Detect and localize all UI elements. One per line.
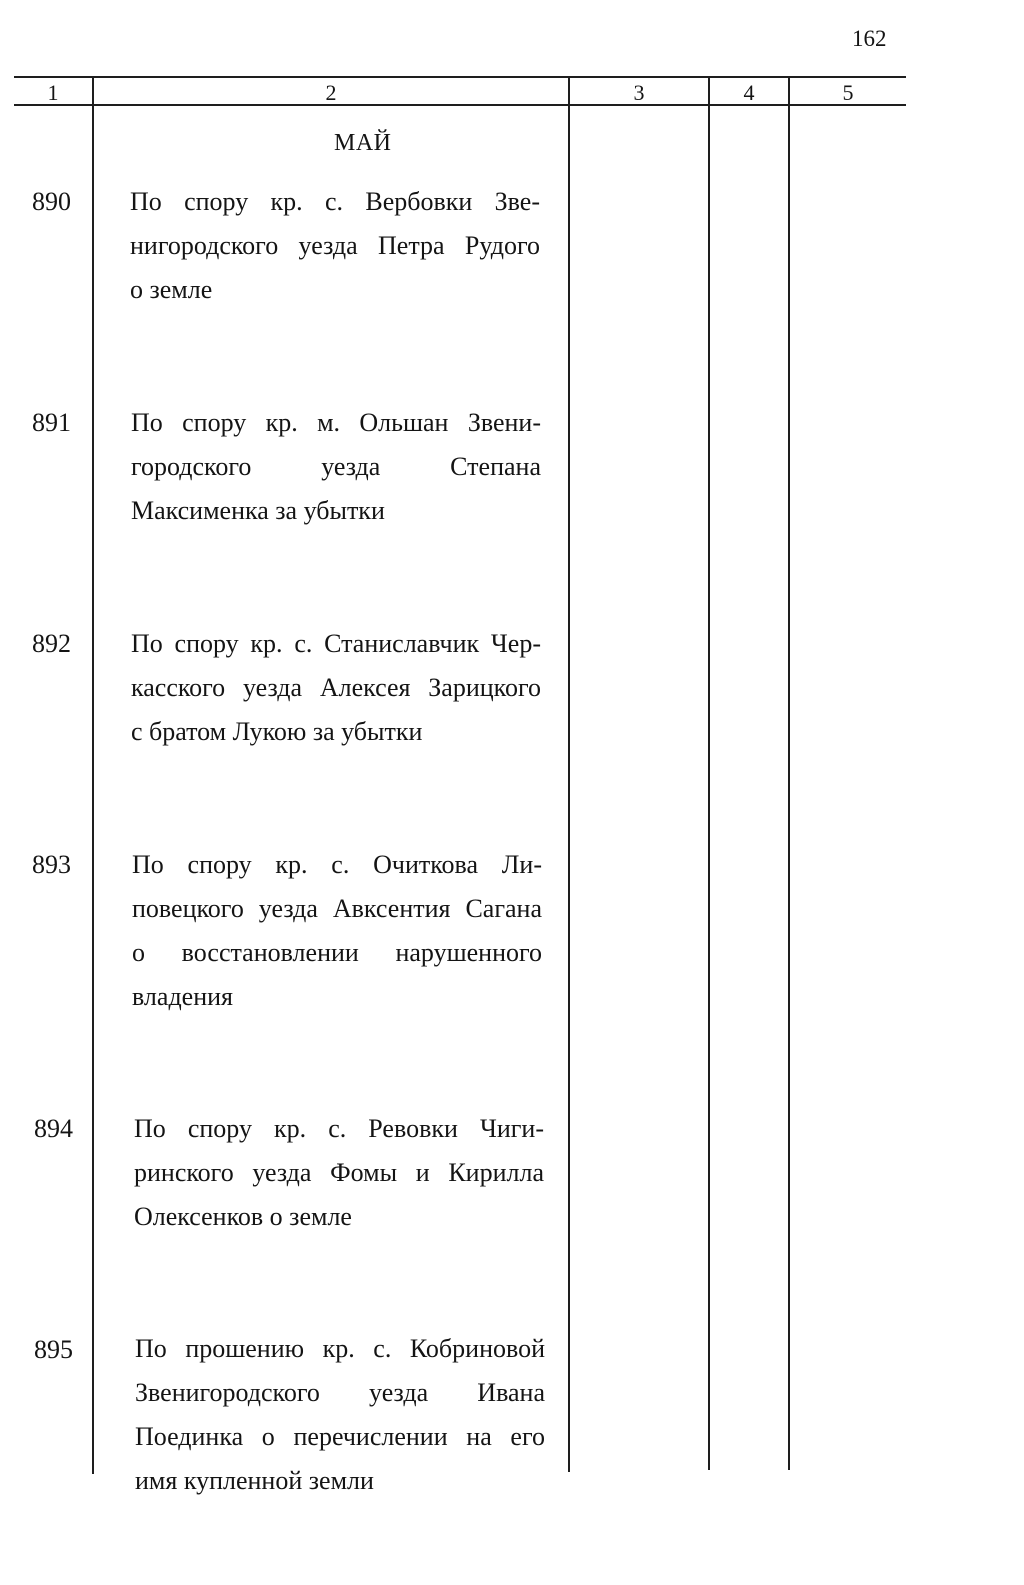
column-divider-3 xyxy=(708,77,710,1470)
section-title: МАЙ xyxy=(334,130,392,156)
entry-line: По спору кр. с. Очиткова Ли- xyxy=(132,850,542,879)
entry-line: имя купленной земли xyxy=(135,1466,374,1495)
entry-text xyxy=(135,1327,545,1503)
entry-text xyxy=(134,1107,544,1239)
entry-line: Звенигородского уезда Ивана xyxy=(135,1378,545,1407)
entry-line: По спору кр. м. Ольшан Звени- xyxy=(131,408,541,437)
entry-number: 892 xyxy=(32,629,71,658)
entry-line: ринского уезда Фомы и Кирилла xyxy=(134,1158,544,1187)
entry-line: с братом Лукою за убытки xyxy=(131,717,423,746)
entry-number: 891 xyxy=(32,408,71,437)
entry-number: 890 xyxy=(32,187,71,216)
entry-number: 893 xyxy=(32,850,71,879)
entry-number: 895 xyxy=(34,1335,73,1364)
column-divider-2 xyxy=(568,77,570,1472)
entry-text xyxy=(130,180,540,312)
header-col-3: 3 xyxy=(633,80,645,105)
column-divider-1 xyxy=(92,77,94,1474)
column-divider-4 xyxy=(788,77,790,1470)
entry-text xyxy=(132,843,542,1019)
entry-line: касского уезда Алексея Зарицкого xyxy=(131,673,541,702)
header-col-5: 5 xyxy=(842,80,854,105)
entry-line: Олексенков о земле xyxy=(134,1202,352,1231)
entry-line: владения xyxy=(132,982,234,1011)
header-col-1: 1 xyxy=(47,80,59,105)
entry-line: По спору кр. с. Станиславчик Чер- xyxy=(131,629,541,658)
table-top-rule xyxy=(14,76,906,78)
entry-line: Поединка о перечислении на его xyxy=(135,1422,545,1451)
entry-text xyxy=(131,401,541,533)
entry-line: По прошению кр. с. Кобриновой xyxy=(135,1334,545,1363)
entry-line: о земле xyxy=(130,275,213,304)
page-number: 162 xyxy=(852,26,887,51)
entry-line: По спору кр. с. Вербовки Зве- xyxy=(130,187,540,216)
entry-line: нигородского уезда Петра Рудого xyxy=(130,231,540,260)
entry-text xyxy=(131,622,541,754)
entry-line: о восстановлении нарушенного xyxy=(132,938,542,967)
header-col-4: 4 xyxy=(743,80,755,105)
header-col-2: 2 xyxy=(325,80,337,105)
entry-line: Максименка за убытки xyxy=(131,496,385,525)
entry-number: 894 xyxy=(34,1114,73,1143)
entry-line: городского уезда Степана xyxy=(131,452,541,481)
entry-line: повецкого уезда Авксентия Сагана xyxy=(132,894,542,923)
entry-line: По спору кр. с. Ревовки Чиги- xyxy=(134,1114,544,1143)
